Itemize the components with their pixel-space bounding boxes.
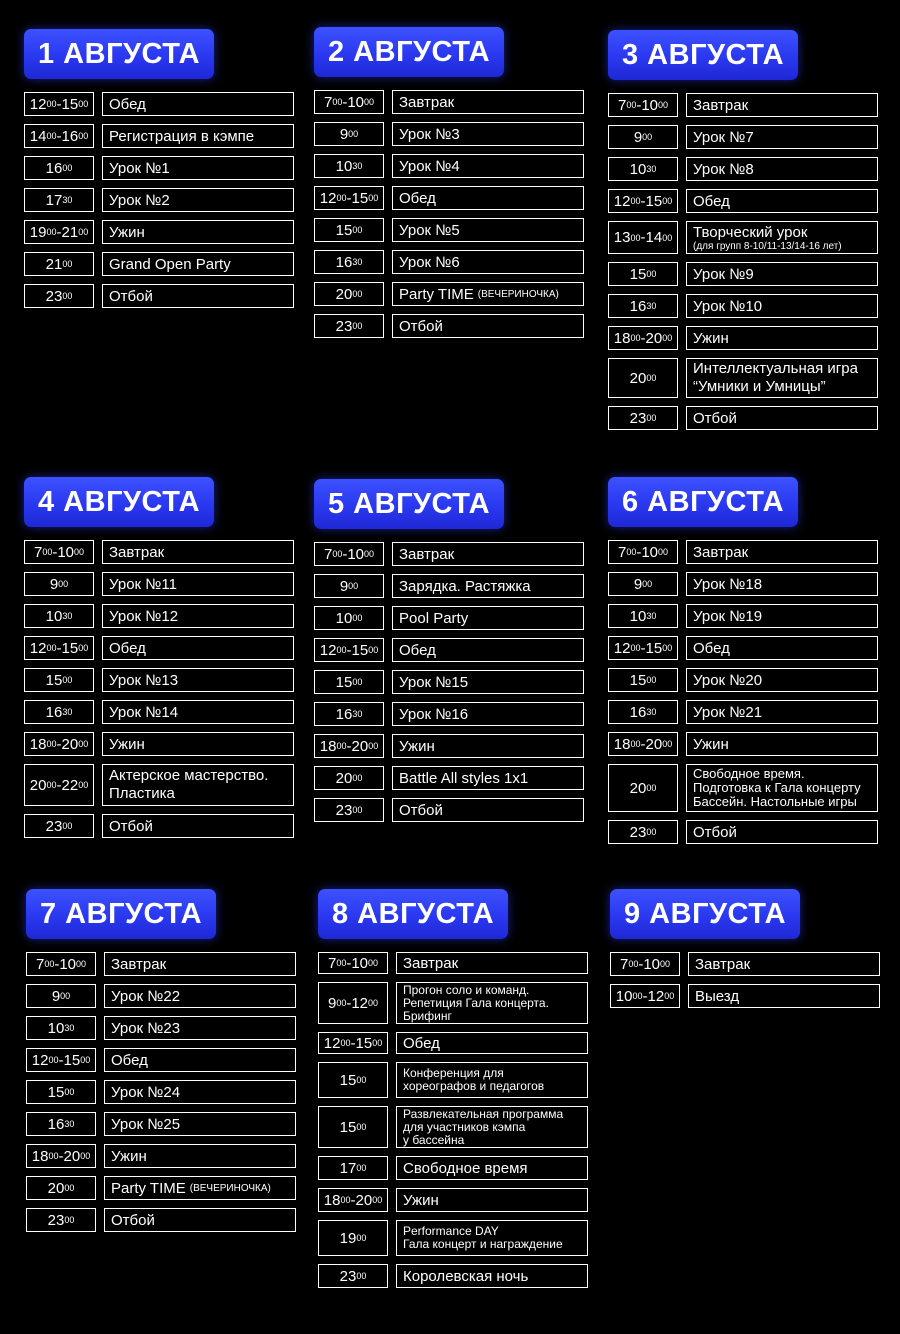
schedule-row [608,326,878,350]
time-cell: 23 00 [608,406,678,430]
event-cell: Отбой [102,814,294,838]
time-cell: 13 00 -14 00 [608,221,678,254]
time-cell: 9 00 [24,572,94,596]
event-cell: Обед [396,1032,588,1054]
schedule-row [608,125,878,149]
schedule-row [608,636,878,660]
day-8 [318,889,588,1296]
event-cell: Урок №22 [104,984,296,1008]
event-cell: Творческий урок (для групп 8-10/11-13/14-16 лет) [686,221,878,254]
event-cell: Актерское мастерство. Пластика [102,764,294,806]
schedule-row [608,294,878,318]
event-cell: Отбой [686,406,878,430]
time-cell: 23 00 [26,1208,96,1232]
day-9 [610,889,880,1016]
time-cell: 12 00 -15 00 [608,636,678,660]
day-title: 1 АВГУСТА [24,29,214,79]
schedule-row [314,798,584,822]
event-cell: Отбой [686,820,878,844]
time-cell: 7 00 -10 00 [314,542,384,566]
schedule-row [318,1264,588,1288]
event-cell: Урок №23 [104,1016,296,1040]
day-7 [26,889,296,1240]
time-cell: 10 30 [26,1016,96,1040]
time-cell: 10 30 [24,604,94,628]
time-cell: 20 00 -22 00 [24,764,94,806]
schedule-row [26,952,296,976]
time-cell: 15 00 [24,668,94,692]
schedule-row [608,732,878,756]
time-cell: 7 00 -10 00 [610,952,680,976]
event-cell: Развлекательная программа для участников кэмпа у бассейна [396,1106,588,1148]
time-cell: 23 00 [608,820,678,844]
schedule-row [24,252,294,276]
event-cell: Завтрак [102,540,294,564]
event-cell: Отбой [104,1208,296,1232]
time-cell: 9 00 [314,574,384,598]
event-cell: Урок №11 [102,572,294,596]
time-cell: 15 00 [608,262,678,286]
time-cell: 12 00 -15 00 [318,1032,388,1054]
time-cell: 7 00 -10 00 [314,90,384,114]
time-cell: 16 30 [26,1112,96,1136]
time-cell: 12 00 -15 00 [24,636,94,660]
schedule-row [24,92,294,116]
event-cell: Интеллектуальная игра “Умники и Умницы” [686,358,878,398]
schedule-row [24,604,294,628]
time-cell: 9 00 [608,572,678,596]
event-cell: Отбой [392,798,584,822]
event-cell: Урок №14 [102,700,294,724]
event-cell: Урок №16 [392,702,584,726]
schedule-row [314,314,584,338]
event-cell: Свободное время [396,1156,588,1180]
time-cell: 15 00 [314,218,384,242]
time-cell: 21 00 [24,252,94,276]
schedule-row [24,188,294,212]
time-cell: 15 00 [608,668,678,692]
day-6 [608,477,878,852]
event-cell: Pool Party [392,606,584,630]
time-cell: 18 00 -20 00 [608,732,678,756]
schedule-row [26,1016,296,1040]
schedule-row [610,984,880,1008]
schedule-row [608,189,878,213]
schedule-row [318,952,588,974]
schedule-row [608,540,878,564]
time-cell: 18 00 -20 00 [26,1144,96,1168]
event-cell: Обед [686,636,878,660]
event-cell: Обед [392,186,584,210]
time-cell: 12 00 -15 00 [24,92,94,116]
schedule-row [608,93,878,117]
event-cell: Обед [686,189,878,213]
schedule-row [314,154,584,178]
time-cell: 10 30 [314,154,384,178]
event-cell: Прогон соло и команд. Репетиция Гала концерта. Брифинг [396,982,588,1024]
schedule-row [314,186,584,210]
event-cell: Battle All styles 1x1 [392,766,584,790]
event-cell: Урок №1 [102,156,294,180]
event-cell: Урок №6 [392,250,584,274]
time-cell: 20 00 [314,766,384,790]
event-cell: Урок №21 [686,700,878,724]
event-cell: Завтрак [688,952,880,976]
day-3 [608,30,878,438]
event-cell: Ужин [102,732,294,756]
event-cell: Урок №18 [686,572,878,596]
schedule-row [314,90,584,114]
day-title: 8 АВГУСТА [318,889,508,939]
schedule-row [318,1220,588,1256]
schedule-row [314,638,584,662]
time-cell: 23 00 [318,1264,388,1288]
event-cell: Performance DAY Гала концерт и награждение [396,1220,588,1256]
time-cell: 10 00 -12 00 [610,984,680,1008]
event-cell: Урок №8 [686,157,878,181]
schedule-row [24,540,294,564]
event-cell: Завтрак [392,542,584,566]
event-cell: Ужин [392,734,584,758]
schedule-row [314,606,584,630]
time-cell: 9 00 [608,125,678,149]
schedule-row [314,250,584,274]
time-cell: 16 30 [24,700,94,724]
time-cell: 12 00 -15 00 [608,189,678,213]
time-cell: 14 00 -16 00 [24,124,94,148]
event-cell: Выезд [688,984,880,1008]
time-cell: 18 00 -20 00 [24,732,94,756]
event-cell: Завтрак [104,952,296,976]
time-cell: 18 00 -20 00 [608,326,678,350]
schedule-row [26,1144,296,1168]
schedule-row [318,1032,588,1054]
schedule-row [318,1062,588,1098]
time-cell: 7 00 -10 00 [26,952,96,976]
event-cell: Зарядка. Растяжка [392,574,584,598]
day-title: 4 АВГУСТА [24,477,214,527]
event-cell: Урок №12 [102,604,294,628]
time-cell: 19 00 -21 00 [24,220,94,244]
schedule-row [314,670,584,694]
day-title: 2 АВГУСТА [314,27,504,77]
day-4 [24,477,294,846]
event-cell: Свободное время. Подготовка к Гала концерту Бассейн. Настольные игры [686,764,878,812]
time-cell: 16 30 [314,250,384,274]
event-cell: Отбой [392,314,584,338]
time-cell: 10 00 [314,606,384,630]
event-cell: Завтрак [392,90,584,114]
event-cell: Завтрак [396,952,588,974]
schedule-row [26,1176,296,1200]
time-cell: 16 00 [24,156,94,180]
event-cell: Урок №2 [102,188,294,212]
event-cell: Отбой [102,284,294,308]
time-cell: 12 00 -15 00 [26,1048,96,1072]
schedule-row [608,668,878,692]
event-cell: Обед [102,92,294,116]
schedule-row [314,542,584,566]
time-cell: 23 00 [314,314,384,338]
schedule-row [24,156,294,180]
schedule-row [608,406,878,430]
schedule-row [24,668,294,692]
time-cell: 18 00 -20 00 [314,734,384,758]
schedule-row [608,262,878,286]
event-cell: Обед [102,636,294,660]
schedule-row [608,700,878,724]
time-cell: 7 00 -10 00 [608,540,678,564]
time-cell: 10 30 [608,157,678,181]
event-cell: Обед [392,638,584,662]
schedule-row [26,1112,296,1136]
schedule-row [610,952,880,976]
time-cell: 9 00 -12 00 [318,982,388,1024]
event-cell: Урок №7 [686,125,878,149]
event-cell: Урок №19 [686,604,878,628]
time-cell: 17 30 [24,188,94,212]
event-cell: Урок №5 [392,218,584,242]
time-cell: 15 00 [26,1080,96,1104]
time-cell: 15 00 [318,1106,388,1148]
day-title: 9 АВГУСТА [610,889,800,939]
schedule-row [24,700,294,724]
event-cell: Урок №25 [104,1112,296,1136]
time-cell: 23 00 [24,284,94,308]
time-cell: 20 00 [314,282,384,306]
day-title: 3 АВГУСТА [608,30,798,80]
event-cell: Ужин [102,220,294,244]
schedule-row [26,1208,296,1232]
schedule-row [24,814,294,838]
event-cell: Урок №13 [102,668,294,692]
time-cell: 7 00 -10 00 [608,93,678,117]
schedule-row [26,1080,296,1104]
event-cell: Завтрак [686,93,878,117]
event-cell: Урок №24 [104,1080,296,1104]
schedule-row [608,157,878,181]
time-cell: 12 00 -15 00 [314,186,384,210]
day-title: 5 АВГУСТА [314,479,504,529]
time-cell: 7 00 -10 00 [318,952,388,974]
schedule-row [608,221,878,254]
time-cell: 18 00 -20 00 [318,1188,388,1212]
day-title: 6 АВГУСТА [608,477,798,527]
schedule-row [608,572,878,596]
schedule-row [24,124,294,148]
time-cell: 20 00 [608,764,678,812]
event-cell: Обед [104,1048,296,1072]
day-title: 7 АВГУСТА [26,889,216,939]
time-cell: 12 00 -15 00 [314,638,384,662]
schedule-row [318,1106,588,1148]
event-cell: Ужин [104,1144,296,1168]
schedule-row [314,734,584,758]
event-cell: Party TIME (ВЕЧЕРИНОЧКА) [104,1176,296,1200]
event-cell: Конференция для хореографов и педагогов [396,1062,588,1098]
time-cell: 20 00 [608,358,678,398]
time-cell: 9 00 [314,122,384,146]
schedule-row [318,1188,588,1212]
event-cell: Grand Open Party [102,252,294,276]
time-cell: 16 30 [608,700,678,724]
event-cell: Party TIME (ВЕЧЕРИНОЧКА) [392,282,584,306]
time-cell: 23 00 [24,814,94,838]
schedule-row [314,282,584,306]
time-cell: 17 00 [318,1156,388,1180]
schedule-row [318,982,588,1024]
schedule-row [318,1156,588,1180]
schedule-row [24,220,294,244]
time-cell: 7 00 -10 00 [24,540,94,564]
schedule-row [314,218,584,242]
event-cell: Ужин [686,326,878,350]
time-cell: 23 00 [314,798,384,822]
event-cell: Завтрак [686,540,878,564]
time-cell: 16 30 [608,294,678,318]
event-cell: Королевская ночь [396,1264,588,1288]
schedule-row [608,604,878,628]
event-cell: Урок №4 [392,154,584,178]
time-cell: 16 30 [314,702,384,726]
event-cell: Урок №3 [392,122,584,146]
schedule-row [26,1048,296,1072]
schedule-row [24,732,294,756]
schedule-row [608,820,878,844]
time-cell: 15 00 [318,1062,388,1098]
day-1 [24,29,294,316]
event-cell: Урок №15 [392,670,584,694]
time-cell: 15 00 [314,670,384,694]
time-cell: 19 00 [318,1220,388,1256]
schedule-row [314,574,584,598]
time-cell: 20 00 [26,1176,96,1200]
event-cell: Регистрация в кэмпе [102,124,294,148]
schedule-row [24,572,294,596]
time-cell: 9 00 [26,984,96,1008]
schedule-row [24,636,294,660]
time-cell: 10 30 [608,604,678,628]
schedule-row [24,284,294,308]
schedule-row [608,358,878,398]
day-5 [314,479,584,830]
day-2 [314,27,584,346]
schedule-row [314,122,584,146]
event-cell: Урок №9 [686,262,878,286]
schedule-row [314,702,584,726]
schedule-row [24,764,294,806]
event-cell: Урок №10 [686,294,878,318]
schedule-row [26,984,296,1008]
event-cell: Урок №20 [686,668,878,692]
schedule-row [314,766,584,790]
event-cell: Ужин [686,732,878,756]
event-cell: Ужин [396,1188,588,1212]
schedule-row [608,764,878,812]
